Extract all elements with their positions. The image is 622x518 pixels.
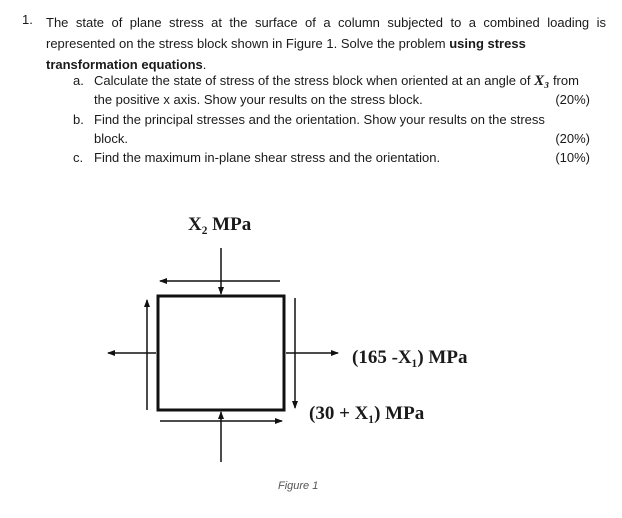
figure-caption: Figure 1 <box>278 480 319 492</box>
question-number: 1. <box>22 12 33 27</box>
part-a-letter: a. <box>73 73 84 88</box>
part-c-letter: c. <box>73 150 84 165</box>
part-b-line2: block. <box>94 131 128 146</box>
part-c-marks: (10%) <box>555 150 590 165</box>
part-a-marks: (20%) <box>555 92 590 107</box>
bold-emphasis-cont: transformation equations <box>46 57 203 72</box>
part-b-marks: (20%) <box>555 131 590 146</box>
stress-element-square <box>158 296 284 410</box>
label-normal-x: (165 -X₁) MPa <box>352 347 468 368</box>
part-b-letter: b. <box>73 112 84 127</box>
part-a-line1: Calculate the state of stress of the stress block when oriented at an angle of X₃ from <box>94 73 579 89</box>
label-normal-y: (30 + X₁) MPa <box>309 403 425 424</box>
part-c-line1: Find the maximum in-plane shear stress and the orientation. <box>94 150 441 165</box>
question-intro: The state of plane stress at the surface of a column subjected to a combined loading is represented on the stress block shown in Figure 1. Solve the problem using stress transformation equations. <box>46 15 606 72</box>
label-shear-stress: X₂ MPa <box>188 214 252 235</box>
part-a-line2: the positive x axis. Show your results on the stress block. <box>94 92 423 107</box>
bold-emphasis: using stress <box>449 36 526 51</box>
part-b-line1: Find the principal stresses and the orientation. Show your results on the stress <box>94 112 545 127</box>
